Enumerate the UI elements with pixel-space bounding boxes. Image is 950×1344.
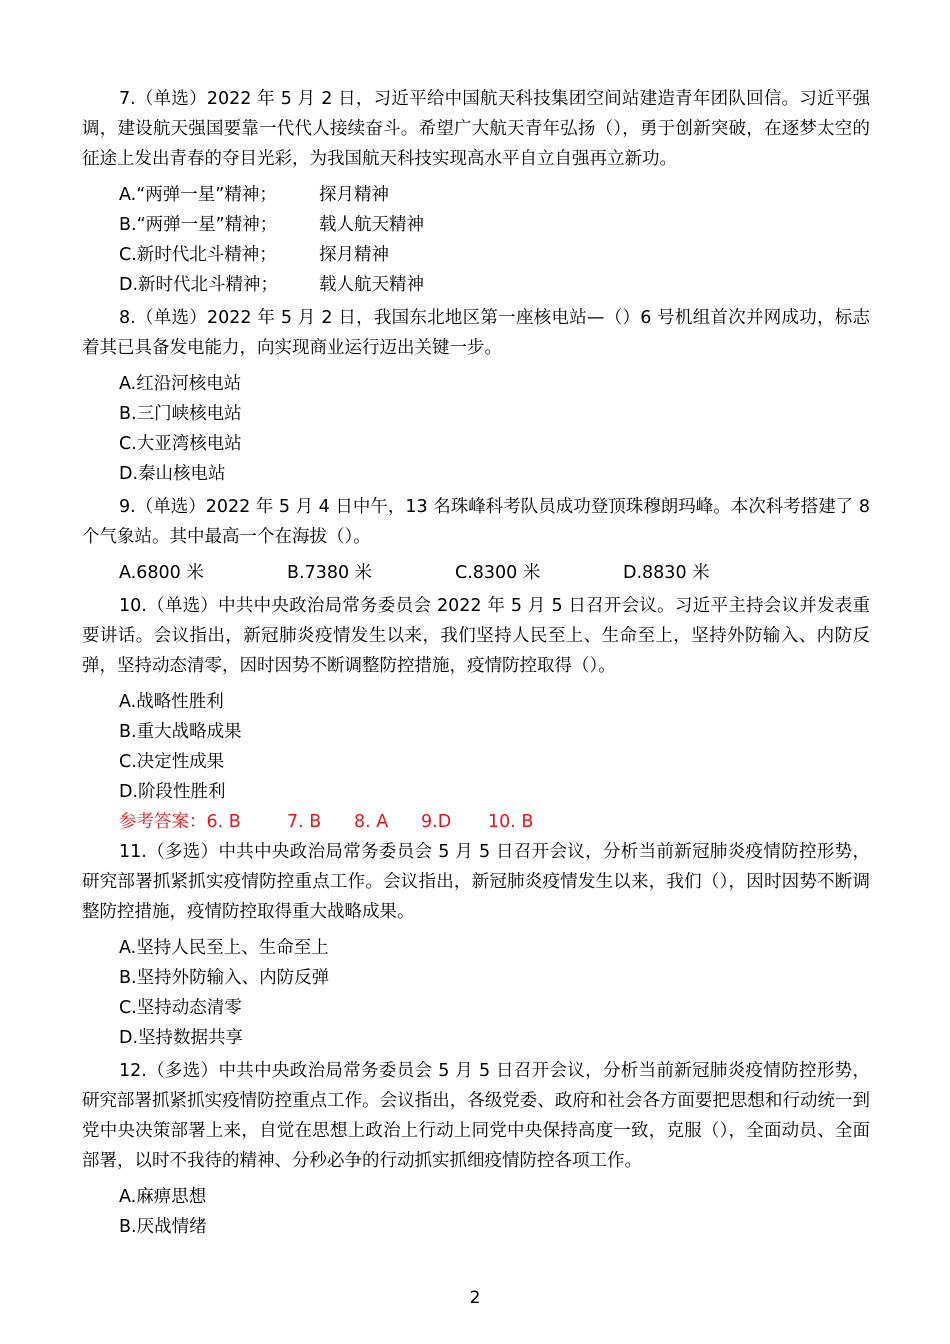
option-text: D.坚持数据共享 <box>119 1028 244 1048</box>
question-7-stem: 7.（单选）2022 年 5 月 2 日，习近平给中国航天科技集团空间站建造青年团队回信。习近平强调，建设航天强国要靠一代代人接续奋斗。希望广大航天青年弘扬（），勇于创新突破，在逐梦太空的征途上发出青春的夺目光彩，为我国航天科技实现高水平自立自强再立新功。 <box>82 89 870 169</box>
option-text: 载人航天精神 <box>319 215 424 235</box>
option-text: D.阶段性胜利 <box>119 782 226 802</box>
option-text: D.秦山核电站 <box>119 464 226 484</box>
answer-value: 9.D <box>421 812 452 832</box>
question-12-stem: 12.（多选）中共中央政治局常务委员会 5 月 5 日召开会议，分析当前新冠肺炎疫情防控形势，研究部署抓紧抓实疫情防控重点工作。会议指出，各级党委、政府和社会各方面要把思想和行动统一到党中央决策部署上来，自觉在思想上政治上行动上同党中央保持高度一致，克服（），全面动员、全面部署，以时不我待的精神、分秒必争的行动抓实抓细疫情防控各项工作。 <box>82 1061 870 1171</box>
option-text: A.麻痹思想 <box>119 1187 207 1207</box>
answer-value: 10. B <box>488 812 534 832</box>
option-row <box>82 210 870 240</box>
option-row <box>82 558 870 588</box>
option-text: A.6800 米 <box>119 563 204 583</box>
option-text: 载人航天精神 <box>319 275 424 295</box>
question-8-stem: 8.（单选）2022 年 5 月 2 日，我国东北地区第一座核电站—（）6 号机组首次并网成功，标志着其已具备发电能力，向实现商业运行迈出关键一步。 <box>82 308 870 358</box>
option-text: D.8830 米 <box>623 563 710 583</box>
option-text: C.决定性成果 <box>119 752 225 772</box>
option-text: B.重大战略成果 <box>119 722 242 742</box>
option-text: D.新时代北斗精神； <box>119 275 279 295</box>
document-page <box>82 84 870 1242</box>
option-text: C.新时代北斗精神； <box>119 245 277 265</box>
option-text: A.战略性胜利 <box>119 692 224 712</box>
option-text: B.“两弹一星”精神； <box>119 215 278 235</box>
answer-value: 8. A <box>354 812 389 832</box>
option-row <box>82 270 870 300</box>
option-text: B.坚持外防输入、内防反弹 <box>119 968 330 988</box>
option-text: A.“两弹一星”精神； <box>119 185 277 205</box>
option-text: C.8300 米 <box>455 563 541 583</box>
option-text: A.红沿河核电站 <box>119 374 242 394</box>
option-text: A.坚持人民至上、生命至上 <box>119 938 329 958</box>
option-text: C.坚持动态清零 <box>119 998 242 1018</box>
answer-value: 7. B <box>287 812 322 832</box>
question-9-stem: 9.（单选）2022 年 5 月 4 日中午，13 名珠峰科考队员成功登顶珠穆朗玛峰。本次科考搭建了 8 个气象站。其中最高一个在海拔（）。 <box>82 497 870 547</box>
option-row <box>82 240 870 270</box>
option-text: B.三门峡核电站 <box>119 404 242 424</box>
question-10-stem: 10.（单选）中共中央政治局常务委员会 2022 年 5 月 5 日召开会议。习近平主持会议并发表重要讲话。会议指出，新冠肺炎疫情发生以来，我们坚持人民至上、生命至上，坚持外防输入、内防反弹，坚持动态清零，因时因势不断调整防控措施，疫情防控取得（）。 <box>82 596 870 676</box>
option-row <box>82 180 870 210</box>
option-text: C.大亚湾核电站 <box>119 434 242 454</box>
page-number: 2 <box>469 1288 481 1308</box>
answer-key <box>82 807 870 837</box>
option-text: B.厌战情绪 <box>119 1217 207 1237</box>
option-text: 探月精神 <box>319 245 389 265</box>
option-text: 探月精神 <box>319 185 389 205</box>
question-11-stem: 11.（多选）中共中央政治局常务委员会 5 月 5 日召开会议，分析当前新冠肺炎疫情防控形势，研究部署抓紧抓实疫情防控重点工作。会议指出，新冠肺炎疫情发生以来，我们（），因时因势不断调整防控措施，疫情防控取得重大战略成果。 <box>82 842 870 922</box>
answer-key-label: 参考答案：6. B <box>119 812 241 832</box>
option-text: B.7380 米 <box>287 563 373 583</box>
